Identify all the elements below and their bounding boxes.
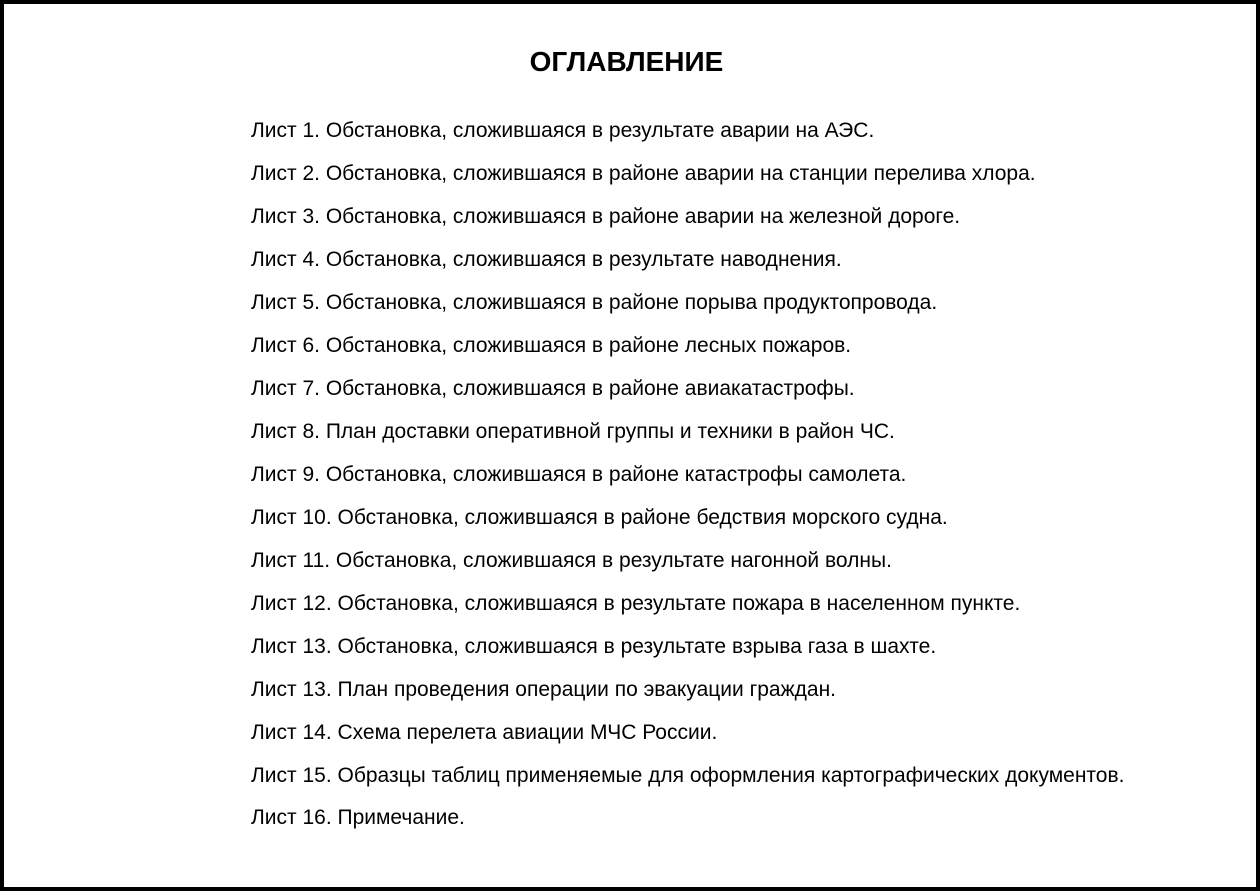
toc-entry-11: Лист 11. Обстановка, сложившаяся в результате нагонной волны. bbox=[251, 549, 892, 572]
toc-entry-5: Лист 5. Обстановка, сложившаяся в районе порыва продуктопровода. bbox=[251, 291, 938, 314]
toc-entry-16: Лист 16. Примечание. bbox=[251, 806, 465, 829]
table-of-contents bbox=[251, 117, 1181, 847]
toc-entry-4: Лист 4. Обстановка, сложившаяся в результате наводнения. bbox=[251, 248, 842, 271]
toc-entry-10: Лист 10. Обстановка, сложившаяся в районе бедствия морского судна. bbox=[251, 506, 948, 529]
toc-entry-15: Лист 15. Образцы таблиц применяемые для оформления картографических документов. bbox=[251, 764, 1125, 787]
toc-entry-14: Лист 14. Схема перелета авиации МЧС России. bbox=[251, 721, 718, 744]
toc-entry-9: Лист 9. Обстановка, сложившаяся в районе катастрофы самолета. bbox=[251, 463, 907, 486]
toc-entry-8: Лист 8. План доставки оперативной группы и техники в район ЧС. bbox=[251, 420, 895, 443]
toc-entry-13a: Лист 13. Обстановка, сложившаяся в результате взрыва газа в шахте. bbox=[251, 635, 937, 658]
toc-entry-7: Лист 7. Обстановка, сложившаяся в районе авиакатастрофы. bbox=[251, 377, 855, 400]
toc-entry-1: Лист 1. Обстановка, сложившаяся в результате аварии на АЭС. bbox=[251, 119, 875, 142]
toc-entry-12: Лист 12. Обстановка, сложившаяся в результате пожара в населенном пункте. bbox=[251, 592, 1021, 615]
toc-entry-13b: Лист 13. План проведения операции по эвакуации граждан. bbox=[251, 678, 837, 701]
toc-entry-6: Лист 6. Обстановка, сложившаяся в районе лесных пожаров. bbox=[251, 334, 852, 357]
page-title: ОГЛАВЛЕНИЕ bbox=[529, 46, 724, 77]
toc-entry-2: Лист 2. Обстановка, сложившаяся в районе аварии на станции перелива хлора. bbox=[251, 162, 1036, 185]
toc-entry-3: Лист 3. Обстановка, сложившаяся в районе аварии на железной дороге. bbox=[251, 205, 961, 228]
